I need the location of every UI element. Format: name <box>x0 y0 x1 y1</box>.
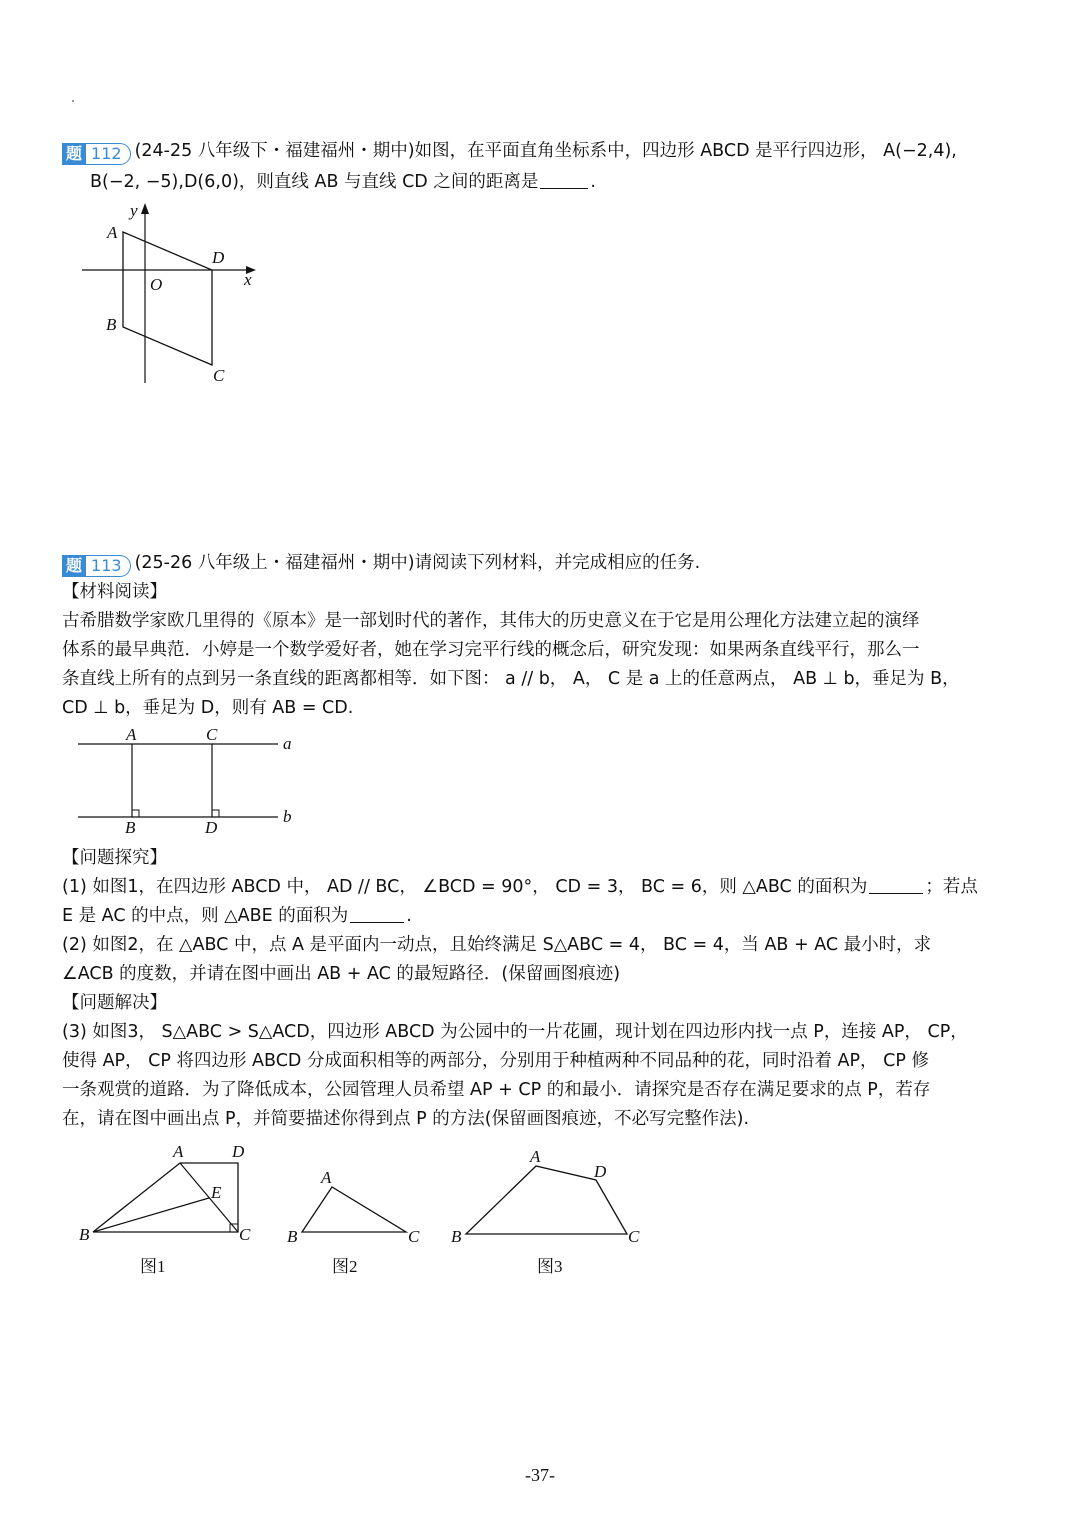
badge-number: 112 <box>86 143 131 165</box>
label-d: D <box>212 248 225 267</box>
label-y: y <box>130 201 138 220</box>
answer-blank-1[interactable] <box>869 875 923 894</box>
label-d: D <box>205 818 218 837</box>
figure-2 <box>287 1168 420 1276</box>
label-x: x <box>244 270 252 289</box>
label-a: A <box>321 1168 332 1187</box>
label-c: C <box>206 725 218 744</box>
problem2-line1: (2) 如图2，在 △ABC 中，点 A 是平面内一动点，且始终满足 S△ABC = 4， BC = 4，当 AB + AC 最小时，求 <box>62 935 932 955</box>
material-line-4: CD ⊥ b，垂足为 D，则有 AB = CD. <box>62 698 354 718</box>
triangle-abc <box>302 1187 406 1232</box>
problem1-text-1-end: ；若点 <box>925 877 978 897</box>
problem1-text-2: E 是 AC 的中点，则 △ABE 的面积为 <box>62 906 349 926</box>
label-b: B <box>125 818 136 837</box>
label-c: C <box>213 366 225 385</box>
label-a: A <box>126 725 137 744</box>
problem3-line3: 一条观赏的道路．为了降低成本，公园管理人员希望 AP + CP 的和最小．请探究是否存在满足要求的点 P，若存 <box>62 1080 931 1100</box>
material-line-2: 体系的最早典范．小婷是一个数学爱好者，她在学习完平行线的概念后，研究发现：如果两条直线平行，那么一 <box>62 640 920 660</box>
figure-1 <box>79 1142 251 1276</box>
label-e: E <box>211 1183 222 1202</box>
material-line-1: 古希腊数学家欧几里得的《原本》是一部划时代的著作，其伟大的历史意义在于它是用公理化方法建立起的演绎 <box>62 611 920 631</box>
problem3-line4: 在，请在图中画出点 P，并简要描述你得到点 P 的方法(保留画图痕迹，不必写完整作法). <box>62 1109 750 1129</box>
problem3-line2: 使得 AP， CP 将四边形 ABCD 分成面积相等的两部分，分别用于种植两种不同品种的花，同时沿着 AP， CP 修 <box>62 1051 929 1071</box>
label-a: A <box>530 1147 541 1166</box>
label-d: D <box>594 1162 607 1181</box>
label-line-b: b <box>283 807 292 826</box>
section-problem-exploration: 【问题探究】 <box>62 848 167 868</box>
label-b: B <box>79 1225 90 1244</box>
caption-figure-2: 图2 <box>332 1257 358 1276</box>
label-b: B <box>287 1227 298 1246</box>
label-line-a: a <box>283 734 292 753</box>
section-problem-solving: 【问题解决】 <box>62 993 167 1013</box>
label-c: C <box>239 1225 251 1244</box>
caption-figure-1: 图1 <box>140 1257 166 1276</box>
label-c: C <box>628 1227 640 1246</box>
label-c: C <box>408 1227 420 1246</box>
label-o: O <box>150 275 163 294</box>
material-line-3: 条直线上所有的点到另一条直线的距离都相等．如下图： a // b， A， C 是 a 上的任意两点， AB ⊥ b，垂足为 B， <box>62 669 960 689</box>
badge-number: 113 <box>86 555 131 577</box>
section-material-reading: 【材料阅读】 <box>62 582 167 602</box>
label-b: B <box>106 315 117 334</box>
label-d: D <box>232 1142 245 1161</box>
label-a: A <box>107 223 118 242</box>
badge-label: 题 <box>62 143 86 165</box>
problem2-line2: ∠ACB 的度数，并请在图中画出 AB + AC 的最短路径．(保留画图痕迹) <box>62 964 621 984</box>
q112-text-2-end: . <box>590 172 596 192</box>
label-a: A <box>173 1142 184 1161</box>
badge-label: 题 <box>62 555 86 577</box>
problem1-text-1: (1) 如图1，在四边形 ABCD 中， AD // BC， ∠BCD = 90°， CD = 3， BC = 6，则 △ABC 的面积为 <box>62 877 868 897</box>
q113-intro: (25-26 八年级上・福建福州・期中)请阅读下列材料，并完成相应的任务. <box>134 553 701 573</box>
q112-text-1: (24-25 八年级下・福建福州・期中)如图，在平面直角坐标系中，四边形 ABCD 是平行四边形， A(−2,4), <box>134 141 957 161</box>
page-number: -37- <box>525 1465 555 1485</box>
segment-ac <box>180 1163 238 1232</box>
segment-be <box>93 1198 209 1232</box>
caption-figure-3: 图3 <box>537 1257 563 1276</box>
problem3-line1: (3) 如图3， S△ABC > S△ACD，四边形 ABCD 为公园中的一片花圃，现计划在四边形内找一点 P，连接 AP， CP， <box>62 1022 968 1042</box>
q112-text-2: B(−2, −5),D(6,0)，则直线 AB 与直线 CD 之间的距离是 <box>90 172 539 192</box>
figure-3 <box>451 1147 640 1276</box>
label-b: B <box>451 1227 462 1246</box>
problem1-text-2-end: . <box>406 906 412 926</box>
